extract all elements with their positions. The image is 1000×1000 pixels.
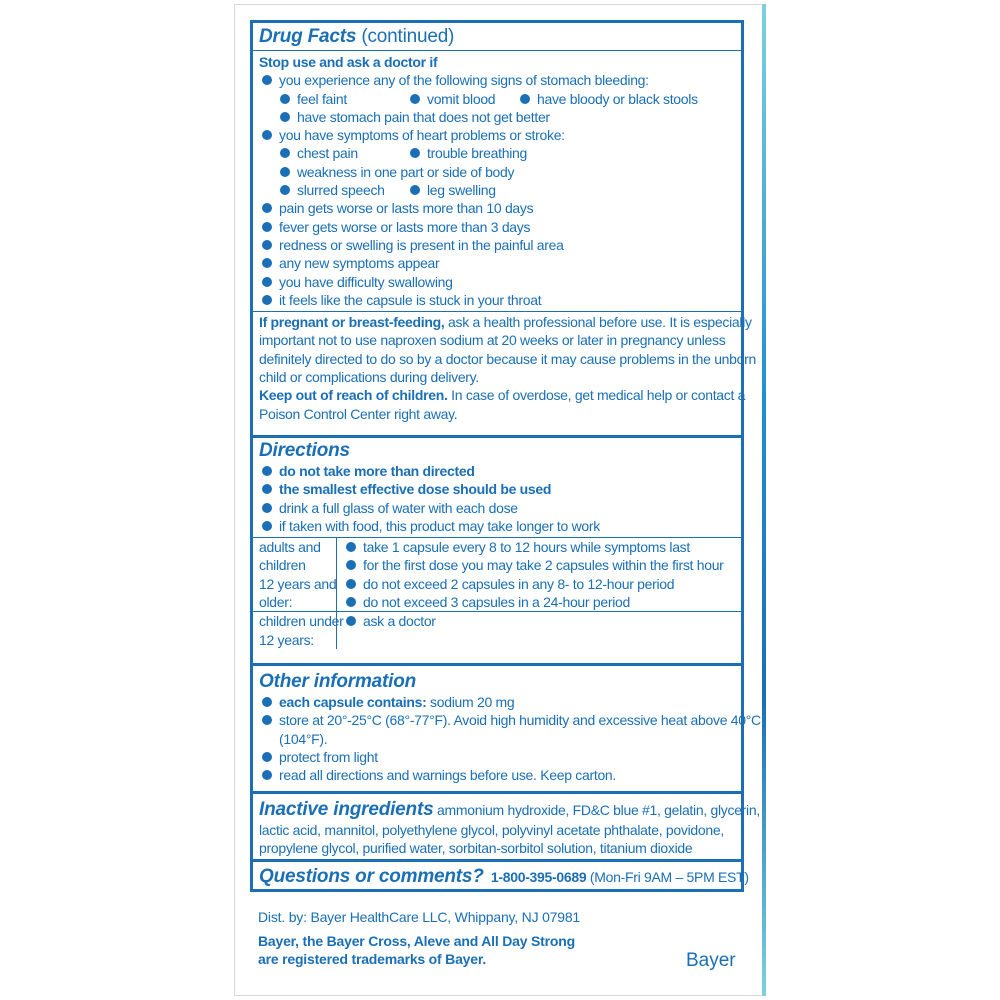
- list-item: trouble breathing: [407, 144, 527, 162]
- directions-section: [253, 435, 741, 663]
- table-row: [253, 538, 741, 612]
- pregnancy-warning-line: important not to use naproxen sodium at 20 weeks or later in pregnancy unless: [259, 332, 726, 349]
- list-item: have stomach pain that does not get better: [259, 108, 735, 126]
- directions-title: Directions: [259, 440, 350, 461]
- list-item: you have difficulty swallowing: [259, 273, 735, 291]
- list-item: for the first dose you may take 2 capsules within the first hour: [343, 556, 741, 574]
- list-item: do not exceed 3 capsules in a 24-hour period: [343, 593, 741, 611]
- bleeding-signs-row: [259, 90, 735, 108]
- drug-facts-panel: [250, 20, 761, 892]
- inactive-ingredients-line: lactic acid, mannitol, polyethylene glycol, polyvinyl acetate phthalate, povidone,: [259, 822, 724, 838]
- package-edge-stripe: [762, 4, 766, 996]
- stop-use-section: [253, 23, 756, 435]
- dosage-age-label: adults and children 12 years and older:: [253, 538, 337, 611]
- inactive-ingredients-line: propylene glycol, purified water, sorbitan-sorbitol solution, titanium dioxide: [259, 840, 693, 857]
- list-item: weakness in one part or side of body: [259, 163, 735, 181]
- list-item: slurred speech: [259, 181, 407, 199]
- other-information-title: Other information: [259, 671, 417, 692]
- section-rule: [253, 311, 741, 312]
- other-information-section: [253, 663, 761, 791]
- list-item: have bloody or black stools: [517, 90, 698, 108]
- list-item: do not exceed 2 capsules in any 8- to 12-hour period: [343, 575, 741, 593]
- questions-line: Questions or comments? 1-800-395-0689 (Mon-Fri 9AM – 5PM EST): [259, 866, 749, 887]
- list-item: it feels like the capsule is stuck in your throat: [259, 291, 735, 309]
- dosage-instructions: [337, 612, 741, 649]
- list-item: you have symptoms of heart problems or stroke:: [259, 126, 735, 144]
- list-item: ask a doctor: [343, 612, 741, 630]
- list-item: feel faint: [259, 90, 407, 108]
- keep-out-of-reach-line: Poison Control Center right away.: [259, 405, 458, 422]
- list-item: protect from light: [259, 748, 735, 766]
- list-item: the smallest effective dose should be used: [259, 480, 735, 498]
- list-item: fever gets worse or lasts more than 3 days: [259, 218, 735, 236]
- list-item: leg swelling: [407, 181, 496, 199]
- list-item: you experience any of the following signs of stomach bleeding:: [259, 71, 735, 89]
- list-item: drink a full glass of water with each dose: [259, 499, 735, 517]
- list-item: store at 20°-25°C (68°-77°F). Avoid high humidity and excessive heat above 40°C: [259, 711, 735, 729]
- pregnancy-warning: If pregnant or breast-feeding, ask a health professional before use. It is especially: [259, 314, 752, 331]
- inactive-ingredients-section: [253, 791, 760, 859]
- list-item: take 1 capsule every 8 to 12 hours while symptoms last: [343, 538, 741, 556]
- phone-number: 1-800-395-0689: [490, 869, 587, 885]
- dosage-instructions: [337, 538, 741, 611]
- heart-signs-row: [259, 144, 735, 162]
- pregnancy-warning-line: child or complications during delivery.: [259, 369, 479, 386]
- list-item: chest pain: [259, 144, 407, 162]
- distributor-line: Dist. by: Bayer HealthCare LLC, Whippany, NJ 07981: [258, 909, 581, 925]
- dosage-age-label: children under 12 years:: [253, 612, 337, 649]
- list-item: if taken with food, this product may take longer to work: [259, 517, 735, 535]
- bayer-brand-text: Bayer: [686, 950, 736, 971]
- trademark-line: are registered trademarks of Bayer.: [258, 951, 487, 967]
- list-item: read all directions and warnings before use. Keep carton.: [259, 766, 735, 784]
- title-rule: [253, 50, 741, 51]
- list-item: pain gets worse or lasts more than 10 days: [259, 199, 735, 217]
- dosage-table: [253, 537, 741, 649]
- inactive-ingredients-line: Inactive ingredients ammonium hydroxide, FD&C blue #1, gelatin, glycerin,: [259, 799, 760, 820]
- keep-out-of-reach: Keep out of reach of children. In case of overdose, get medical help or contact a: [259, 387, 746, 404]
- heart-signs-row: [259, 181, 735, 199]
- list-item: redness or swelling is present in the painful area: [259, 236, 735, 254]
- list-item-continued: (104°F).: [279, 730, 328, 747]
- list-item: any new symptoms appear: [259, 254, 735, 272]
- questions-title: Questions or comments?: [259, 866, 484, 887]
- list-item: do not take more than directed: [259, 462, 735, 480]
- stop-use-heading: Stop use and ask a doctor if: [259, 54, 438, 70]
- list-item: each capsule contains: sodium 20 mg: [259, 693, 735, 711]
- inactive-ingredients-title: Inactive ingredients: [259, 799, 434, 820]
- questions-section: [253, 859, 749, 889]
- list-item: vomit blood: [407, 90, 517, 108]
- drug-facts-title: Drug Facts (continued): [259, 26, 455, 47]
- table-row: [253, 612, 741, 649]
- pregnancy-warning-line: definitely directed to do so by a doctor because it may cause problems in the unborn: [259, 350, 756, 367]
- trademark-line: Bayer, the Bayer Cross, Aleve and All Day Strong: [258, 933, 575, 949]
